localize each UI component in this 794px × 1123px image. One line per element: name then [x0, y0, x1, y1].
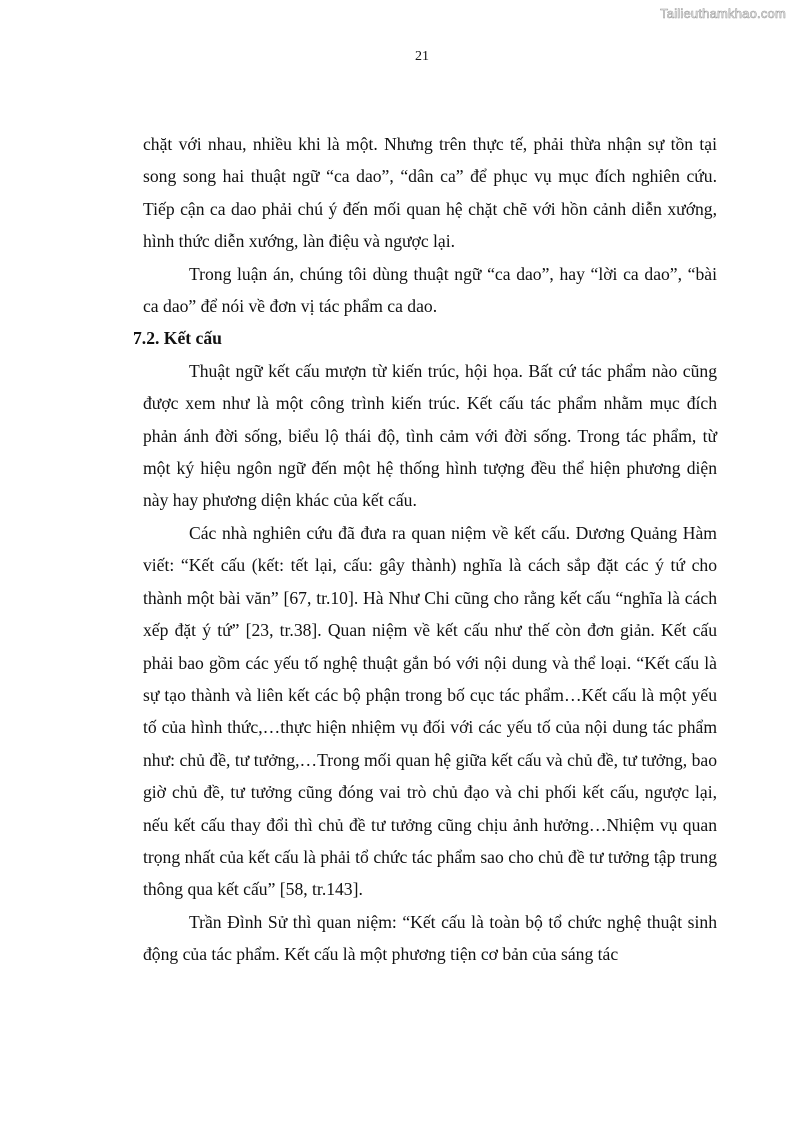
watermark-text: Tailieuthamkhao.com: [660, 6, 786, 21]
paragraph: Thuật ngữ kết cấu mượn từ kiến trúc, hội họa. Bất cứ tác phẩm nào cũng được xem như là một công trình kiến trúc. Kết cấu tác phẩm nhằm mục đích phản ánh đời sống, biểu lộ thái độ, tình cảm với đời sống. Trong tác phẩm, từ một ký hiệu ngôn ngữ đến một hệ thống hình tượng đều thể hiện phương diện này hay phương diện khác của kết cấu.: [143, 360, 717, 511]
document-body: [133, 128, 717, 971]
section-heading: 7.2. Kết cấu: [133, 328, 222, 349]
paragraph: Các nhà nghiên cứu đã đưa ra quan niệm về kết cấu. Dương Quảng Hàm viết: “Kết cấu (kết: tết lại, cấu: gây thành) nghĩa là cách sắp đặt các ý tứ cho thành một bài văn” [67, tr.10]. Hà Như Chi cũng cho rằng kết cấu “nghĩa là cách xếp đặt ý tứ” [23, tr.38]. Quan niệm về kết cấu như thế còn đơn giản. Kết cấu phải bao gồm các yếu tố nghệ thuật gắn bó với nội dung và thể loại. “Kết cấu là sự tạo thành và liên kết các bộ phận trong bố cục tác phẩm…Kết cấu là một yếu tố của hình thức,…thực hiện nhiệm vụ đối với các yếu tố của nội dung tác phẩm như: chủ đề, tư tưởng,…Trong mối quan hệ giữa kết cấu và chủ đề, tư tưởng, bao giờ chủ đề, tư tưởng cũng đóng vai trò chủ đạo và chi phối kết cấu, ngược lại, nếu kết cấu thay đổi thì chủ đề tư tưởng cũng chịu ảnh hưởng…Nhiệm vụ quan trọng nhất của kết cấu là phải tổ chức tác phẩm sao cho chủ đề tư tưởng tập trung thông qua kết cấu” [58, tr.143].: [143, 522, 717, 900]
paragraph: chặt với nhau, nhiều khi là một. Nhưng trên thực tế, phải thừa nhận sự tồn tại song song hai thuật ngữ “ca dao”, “dân ca” để phục vụ mục đích nghiên cứu. Tiếp cận ca dao phải chú ý đến mối quan hệ chặt chẽ với hồn cảnh diễn xướng, hình thức diễn xướng, làn điệu và ngược lại.: [143, 134, 717, 252]
paragraph: Trần Đình Sử thì quan niệm: “Kết cấu là toàn bộ tổ chức nghệ thuật sinh động của tác phẩm. Kết cấu là một phương tiện cơ bản của sáng tác: [143, 911, 717, 965]
page-number: 21: [415, 49, 429, 64]
paragraph: Trong luận án, chúng tôi dùng thuật ngữ “ca dao”, hay “lời ca dao”, “bài ca dao” để nói về đơn vị tác phẩm ca dao.: [143, 263, 717, 317]
